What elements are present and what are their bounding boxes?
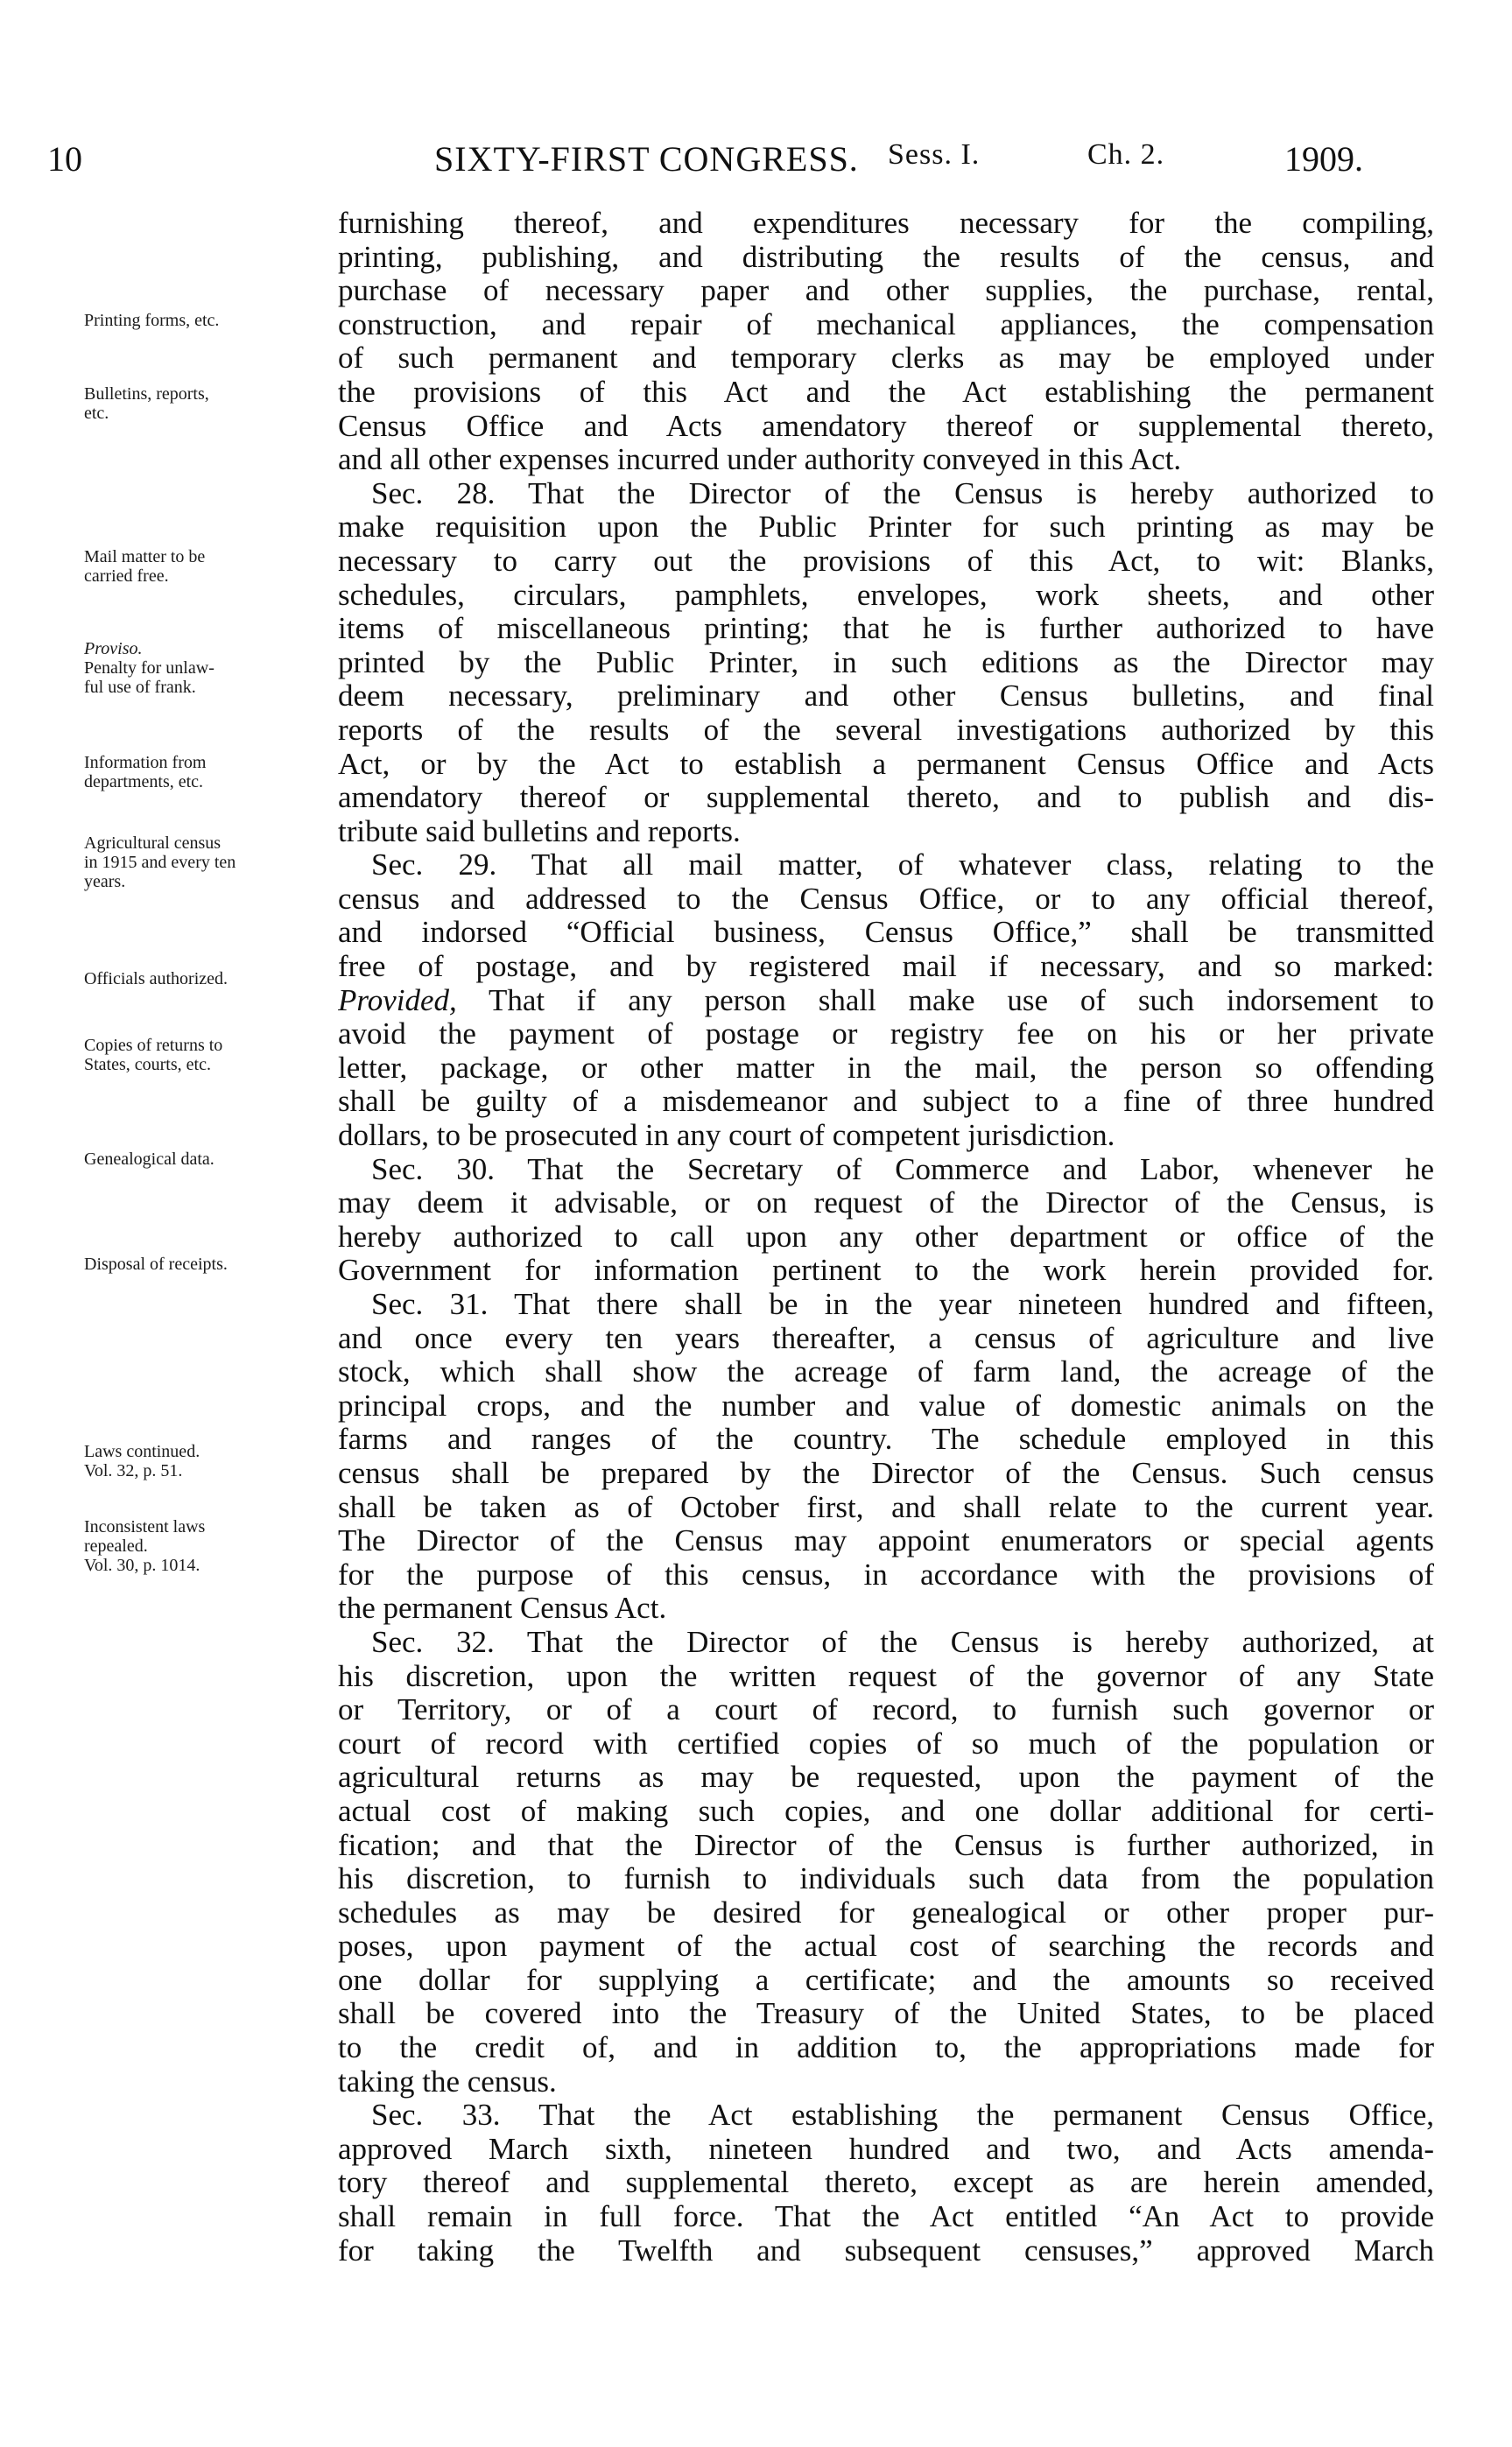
text-line: The Director of the Census may appoint enumerators or special agents bbox=[338, 1524, 1434, 1558]
text-line: items of miscellaneous printing; that he is further authorized to have bbox=[338, 612, 1434, 646]
margin-note-line: in 1915 and every ten bbox=[84, 853, 236, 872]
margin-note-line: Genealogical data. bbox=[84, 1150, 214, 1169]
text-line: may deem it advisable, or on request of the Director of the Census, is bbox=[338, 1186, 1434, 1220]
text-line: amendatory thereof or supplemental thereto, and to publish and dis- bbox=[338, 781, 1434, 815]
margin-note-line: Vol. 30, p. 1014. bbox=[84, 1556, 200, 1575]
text-line: actual cost of making such copies, and one dollar additional for certi- bbox=[338, 1794, 1434, 1828]
margin-note bbox=[84, 1517, 334, 1575]
text-line: reports of the results of the several investigations authorized by this bbox=[338, 713, 1434, 747]
margin-note bbox=[84, 311, 334, 330]
margin-note-line: Proviso. bbox=[84, 639, 143, 658]
text-line: Government for information pertinent to the work herein provided for. bbox=[338, 1254, 1434, 1288]
margin-note bbox=[84, 1255, 334, 1274]
text-line: Census Office and Acts amendatory thereof or supplemental thereto, bbox=[338, 409, 1434, 443]
margin-note-line: carried free. bbox=[84, 566, 169, 586]
margin-note-line: Information from bbox=[84, 753, 207, 772]
text-line: and all other expenses incurred under authority conveyed in this Act. bbox=[338, 443, 1182, 477]
page-header bbox=[47, 138, 1439, 191]
text-line: stock, which shall show the acreage of farm land, the acreage of the bbox=[338, 1355, 1434, 1389]
text-line: of such permanent and temporary clerks as may be employed under bbox=[338, 341, 1434, 376]
margin-note-line: departments, etc. bbox=[84, 772, 204, 791]
margin-note-line: Copies of returns to bbox=[84, 1036, 223, 1055]
text-line: and once every ten years thereafter, a census of agriculture and live bbox=[338, 1321, 1434, 1355]
margin-note bbox=[84, 833, 334, 891]
text-line: shall be covered into the Treasury of the United States, to be placed bbox=[338, 1997, 1434, 2031]
margin-note-line: States, courts, etc. bbox=[84, 1055, 211, 1074]
text-line: printing, publishing, and distributing the results of the census, and bbox=[338, 240, 1434, 274]
margin-note-line: Disposal of receipts. bbox=[84, 1255, 228, 1274]
margin-note bbox=[84, 1442, 334, 1480]
text-line: purchase of necessary paper and other supplies, the purchase, rental, bbox=[338, 274, 1434, 308]
text-line: necessary to carry out the provisions of this Act, to wit: Blanks, bbox=[338, 544, 1434, 578]
text-line: census shall be prepared by the Director of the Census. Such census bbox=[338, 1456, 1434, 1490]
text-line: construction, and repair of mechanical appliances, the compensation bbox=[338, 307, 1434, 341]
text-line: Sec. 32. That the Director of the Census is hereby authorized, at bbox=[371, 1625, 1434, 1659]
text-line: Provided, That if any person shall make use of such indorsement to bbox=[338, 983, 1434, 1017]
text-line: the provisions of this Act and the Act establishing the permanent bbox=[338, 375, 1434, 409]
margin-note-line: ful use of frank. bbox=[84, 678, 196, 697]
margin-note bbox=[84, 384, 334, 423]
margin-note-line: Inconsistent laws bbox=[84, 1517, 206, 1536]
margin-note-line: Penalty for unlaw- bbox=[84, 658, 214, 678]
text-line: poses, upon payment of the actual cost of searching the records and bbox=[338, 1930, 1434, 1964]
chapter-label: Ch. 2. bbox=[1087, 138, 1165, 171]
text-line: deem necessary, preliminary and other Census bulletins, and final bbox=[338, 679, 1434, 714]
text-line: for taking the Twelfth and subsequent censuses,” approved March bbox=[338, 2233, 1434, 2268]
text-line: Sec. 33. That the Act establishing the permanent Census Office, bbox=[371, 2099, 1434, 2133]
margin-note-line: Vol. 32, p. 51. bbox=[84, 1461, 183, 1480]
text-line: hereby authorized to call upon any other department or office of the bbox=[338, 1220, 1434, 1254]
margin-note-line: Agricultural census bbox=[84, 833, 222, 853]
text-line: his discretion, to furnish to individuals such data from the population bbox=[338, 1862, 1434, 1896]
text-line: make requisition upon the Public Printer for such printing as may be bbox=[338, 510, 1434, 545]
text-line: the permanent Census Act. bbox=[338, 1592, 667, 1626]
running-title: SIXTY-FIRST CONGRESS. bbox=[434, 139, 859, 179]
session-label: Sess. I. bbox=[888, 138, 981, 171]
text-line: or Territory, or of a court of record, to furnish such governor or bbox=[338, 1693, 1434, 1727]
text-line: agricultural returns as may be requested, upon the payment of the bbox=[338, 1761, 1434, 1795]
text-line: approved March sixth, nineteen hundred and two, and Acts amenda- bbox=[338, 2132, 1434, 2166]
margin-note-line: Mail matter to be bbox=[84, 547, 206, 566]
text-line: and indorsed “Official business, Census Office,” shall be transmitted bbox=[338, 916, 1434, 950]
text-line: Sec. 29. That all mail matter, of whatever class, relating to the bbox=[371, 848, 1434, 882]
text-line: Sec. 28. That the Director of the Census is hereby authorized to bbox=[371, 476, 1434, 510]
text-line: Sec. 30. That the Secretary of Commerce and Labor, whenever he bbox=[371, 1152, 1434, 1186]
text-line: avoid the payment of postage or registry fee on his or her private bbox=[338, 1017, 1434, 1051]
text-line: to the credit of, and in addition to, the appropriations made for bbox=[338, 2031, 1434, 2065]
margin-note-line: Officials authorized. bbox=[84, 969, 229, 988]
margin-note-line: etc. bbox=[84, 404, 109, 423]
text-line: court of record with certified copies of so much of the population or bbox=[338, 1726, 1434, 1761]
text-line: schedules as may be desired for genealogical or other proper pur- bbox=[338, 1895, 1434, 1930]
text-line: tory thereof and supplemental thereto, except as are herein amended, bbox=[338, 2166, 1434, 2200]
text-line: dollars, to be prosecuted in any court of competent jurisdiction. bbox=[338, 1119, 1115, 1153]
text-line: shall be taken as of October first, and shall relate to the current year. bbox=[338, 1490, 1434, 1524]
margin-note bbox=[84, 547, 334, 586]
text-line: free of postage, and by registered mail if necessary, and so marked: bbox=[338, 950, 1434, 984]
margin-note-line: repealed. bbox=[84, 1536, 148, 1556]
margin-note bbox=[84, 1150, 334, 1169]
text-line: furnishing thereof, and expenditures necessary for the compiling, bbox=[338, 207, 1434, 240]
margin-note-line: years. bbox=[84, 872, 126, 891]
text-line: letter, package, or other matter in the mail, the person so offending bbox=[338, 1051, 1434, 1085]
text-line: his discretion, upon the written request of the governor of any State bbox=[338, 1659, 1434, 1693]
text-line: shall remain in full force. That the Act entitled “An Act to provide bbox=[338, 2200, 1434, 2234]
text-line: farms and ranges of the country. The schedule employed in this bbox=[338, 1423, 1434, 1457]
margin-note-line: Laws continued. bbox=[84, 1442, 200, 1461]
text-line: shall be guilty of a misdemeanor and subject to a fine of three hundred bbox=[338, 1085, 1434, 1119]
margin-note bbox=[84, 639, 334, 697]
page-number: 10 bbox=[47, 139, 82, 179]
text-line: census and addressed to the Census Office, or to any official thereof, bbox=[338, 882, 1434, 916]
margin-note bbox=[84, 1036, 334, 1074]
margin-note-line: Bulletins, reports, bbox=[84, 384, 209, 404]
year-label: 1909. bbox=[1284, 139, 1363, 179]
margin-note bbox=[84, 753, 334, 791]
margin-note-line: Printing forms, etc. bbox=[84, 311, 220, 330]
text-line: for the purpose of this census, in accordance with the provisions of bbox=[338, 1558, 1434, 1592]
text-line: Sec. 31. That there shall be in the year nineteen hundred and fifteen, bbox=[371, 1288, 1434, 1321]
text-line: Act, or by the Act to establish a permanent Census Office and Acts bbox=[338, 747, 1434, 781]
text-line: one dollar for supplying a certificate; and the amounts so received bbox=[338, 1963, 1434, 1997]
text-line: schedules, circulars, pamphlets, envelopes, work sheets, and other bbox=[338, 578, 1434, 612]
statute-text bbox=[338, 207, 1434, 2268]
text-line: printed by the Public Printer, in such editions as the Director may bbox=[338, 645, 1434, 679]
text-line: fication; and that the Director of the Census is further authorized, in bbox=[338, 1828, 1434, 1862]
margin-note bbox=[84, 969, 334, 988]
text-line: tribute said bulletins and reports. bbox=[338, 814, 741, 848]
text-line: principal crops, and the number and value of domestic animals on the bbox=[338, 1389, 1434, 1423]
text-line: taking the census. bbox=[338, 2064, 557, 2099]
